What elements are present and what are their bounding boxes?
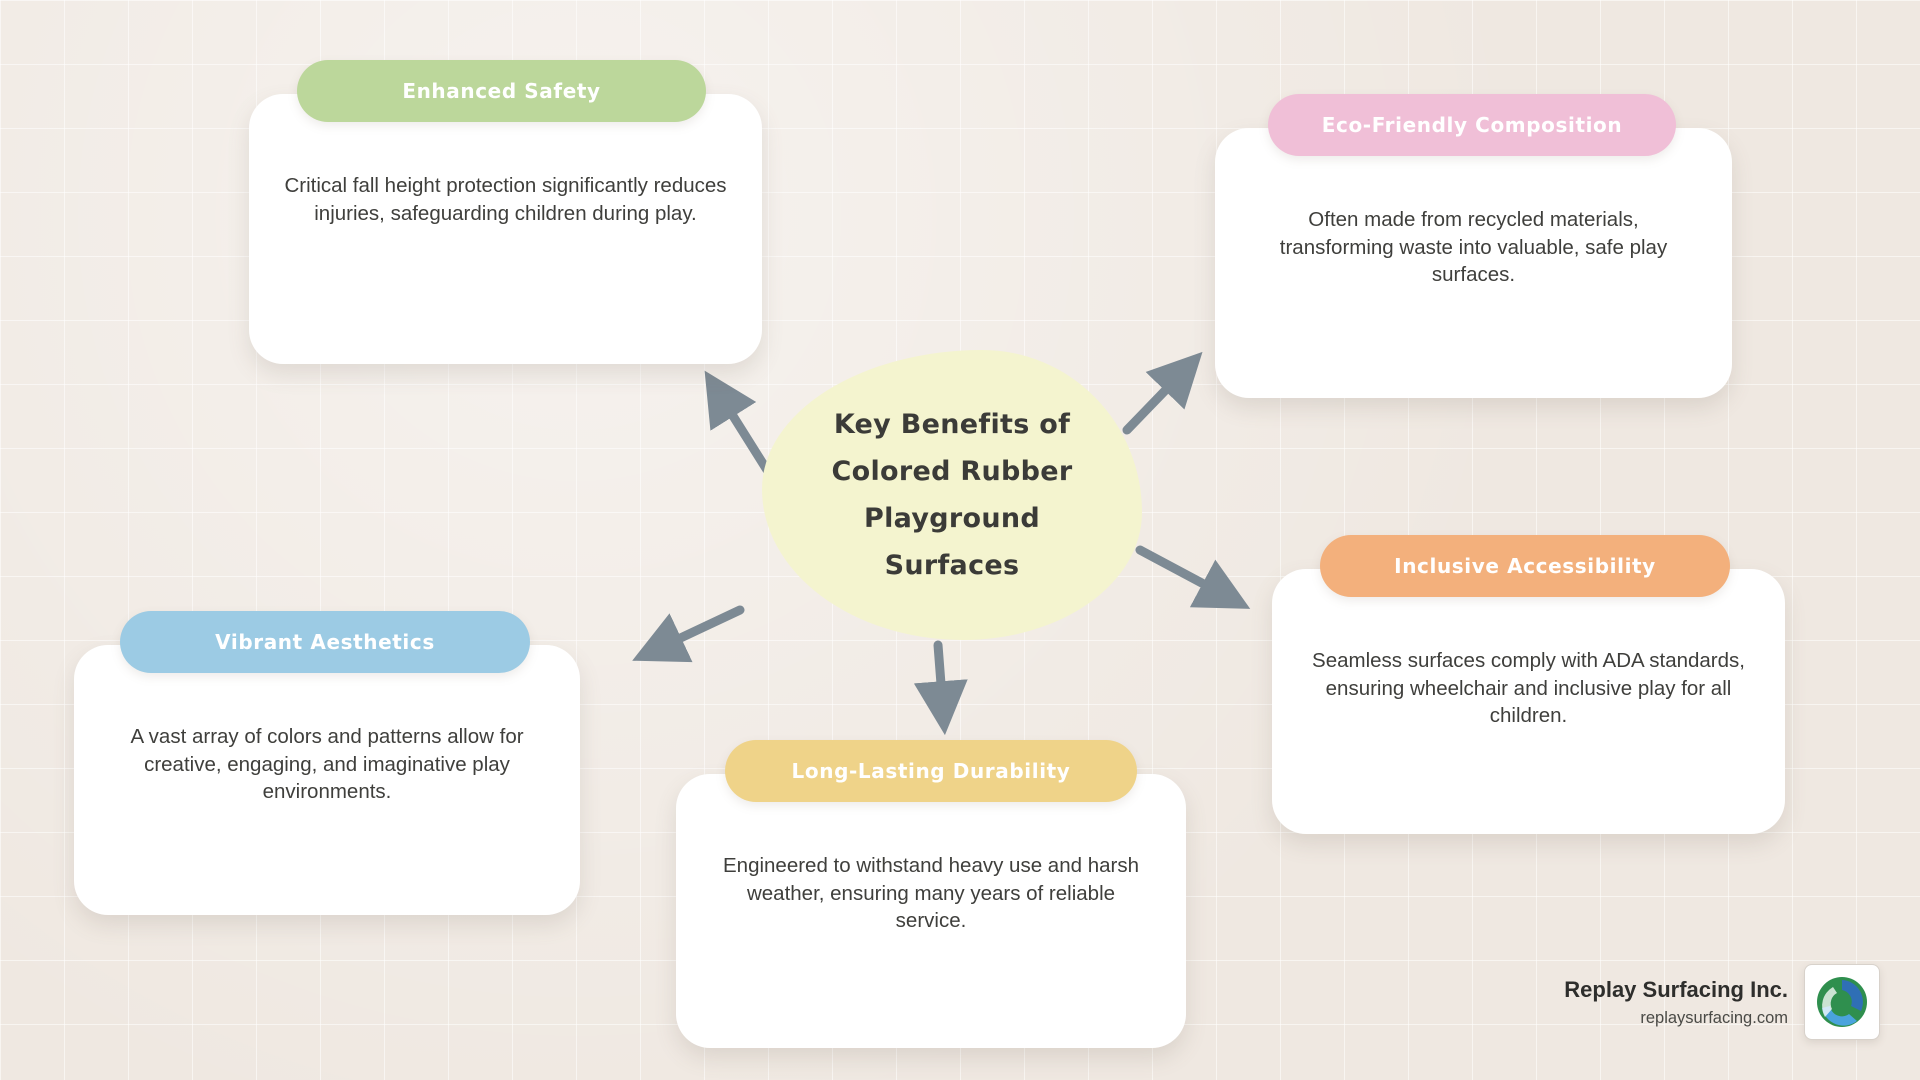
- center-title-line-2: Colored Rubber: [831, 455, 1073, 487]
- brand-name: Replay Surfacing Inc.: [1564, 976, 1788, 1002]
- arrow-down-right: [1140, 550, 1228, 597]
- card-title: Long-Lasting Durability: [791, 759, 1071, 783]
- card-title: Inclusive Accessibility: [1394, 554, 1656, 578]
- card-header-inclusive-accessibility: [1320, 535, 1730, 597]
- card-description: Critical fall height protection significantly reduces injuries, safeguarding children during play.: [284, 174, 727, 225]
- center-title-line-1: Key Benefits of: [833, 408, 1071, 440]
- arrow-down-left: [655, 610, 740, 650]
- card-title: Vibrant Aesthetics: [215, 630, 435, 654]
- card-description: Often made from recycled materials, transforming waste into valuable, safe play surfaces.: [1279, 208, 1668, 287]
- card-title: Enhanced Safety: [402, 79, 601, 103]
- recycle-logo-icon: [1804, 964, 1880, 1040]
- brand-footer: [1564, 964, 1880, 1040]
- card-body: [676, 774, 1186, 1048]
- card-header-vibrant-aesthetics: [120, 611, 530, 673]
- card-body: [1272, 569, 1785, 834]
- card-description: Engineered to withstand heavy use and harsh weather, ensuring many years of reliable service.: [723, 854, 1139, 933]
- card-body: [1215, 128, 1732, 398]
- card-body: [249, 94, 762, 364]
- card-header-eco-friendly-composition: [1268, 94, 1676, 156]
- arrow-down: [938, 645, 943, 710]
- card-header-long-lasting-durability: [725, 740, 1137, 802]
- brand-text: [1564, 977, 1788, 1028]
- center-node: [762, 350, 1142, 640]
- center-title: [802, 401, 1102, 590]
- brand-url[interactable]: replaysurfacing.com: [1640, 1008, 1788, 1027]
- center-title-line-3: Playground Surfaces: [864, 503, 1040, 582]
- card-body: [74, 645, 580, 915]
- card-description: A vast array of colors and patterns allow for creative, engaging, and imaginative play environments.: [130, 725, 524, 804]
- card-header-enhanced-safety: [297, 60, 706, 122]
- card-description: Seamless surfaces comply with ADA standards, ensuring wheelchair and inclusive play for all children.: [1312, 649, 1745, 728]
- card-title: Eco-Friendly Composition: [1321, 113, 1623, 137]
